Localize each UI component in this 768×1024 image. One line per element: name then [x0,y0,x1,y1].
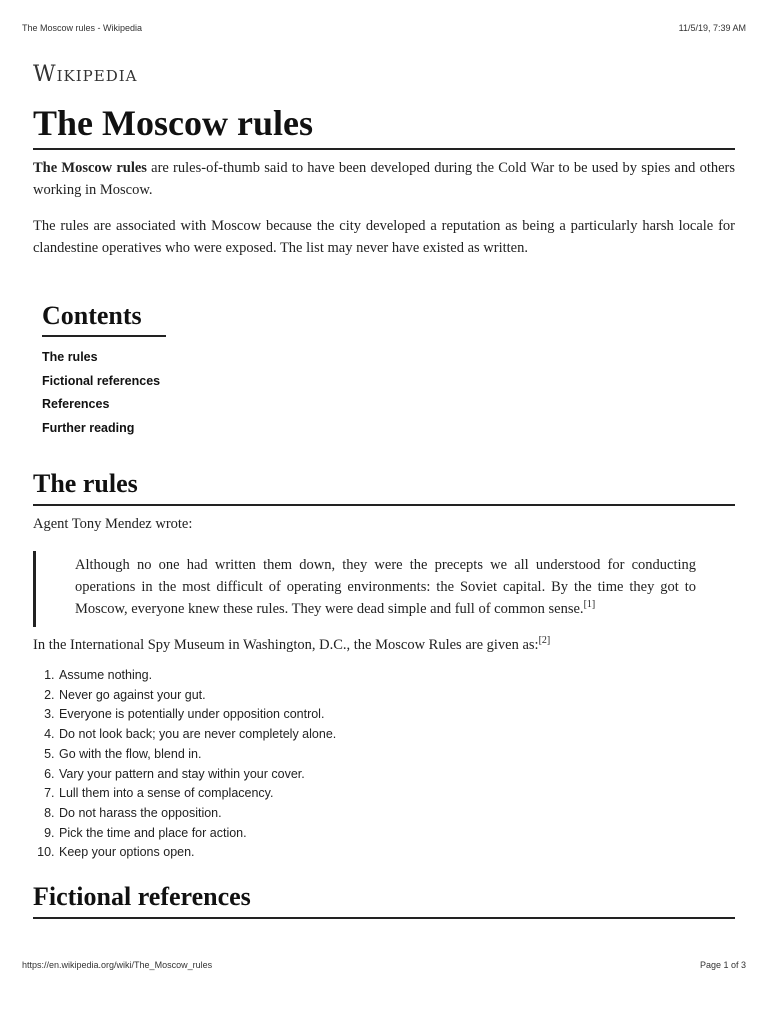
toc-item-further-reading[interactable]: Further reading [42,420,135,435]
rule-item: 10. Keep your options open. [58,843,735,863]
rule-item: 4. Do not look back; you are never completely alone. [58,725,735,745]
section-title-the-rules: The rules [33,468,735,506]
rule-item: 3. Everyone is potentially under opposition control. [58,705,735,725]
rule-item: 9. Pick the time and place for action. [58,824,735,844]
quote-text: Although no one had written them down, they were the precepts we all understood for conducting operations in the most difficult of operating environments: the Soviet capital. By the time they got to Moscow, everyone knew these rules. They were dead simple and full of common sense. [75,557,696,617]
rule-item: 7. Lull them into a sense of complacency. [58,784,735,804]
intro-paragraph [33,157,735,201]
article [33,58,735,919]
intro-lead-rest: are rules-of-thumb said to have been developed during the Cold War to be used by spies and others working in Moscow. [33,160,736,198]
toc-list [42,346,735,440]
table-of-contents [42,301,735,440]
rule-item: 6. Vary your pattern and stay within your cover. [58,765,735,785]
print-footer-page-number: Page 1 of 3 [699,960,746,970]
section-title-fictional-references: Fictional references [33,881,735,919]
rule-item: 8. Do not harass the opposition. [58,804,735,824]
rule-item: 1. Assume nothing. [58,666,735,686]
toc-item-fictional-references[interactable]: Fictional references [42,373,161,388]
rule-item: 2. Never go against your gut. [58,686,735,706]
print-footer [22,960,746,970]
print-header [22,23,746,33]
print-footer-url: https://en.wikipedia.org/wiki/The_Moscow_rules [22,960,213,970]
print-header-title: The Moscow rules - Wikipedia [22,23,143,33]
museum-text: In the International Spy Museum in Washington, D.C., the Moscow Rules are given as: [33,637,539,653]
quote-paragraph [75,554,696,620]
citation-link-1[interactable]: [1] [583,599,596,611]
wikipedia-wordmark[interactable]: Wikipedia [33,62,138,87]
intro-paragraph-2: The rules are associated with Moscow because the city developed a reputation as being a particularly harsh locale for clandestine operatives who were exposed. The list may never have existed as written. [33,218,735,256]
page-title: The Moscow rules [33,103,735,150]
museum-paragraph [33,634,735,656]
attribution-text: Agent Tony Mendez wrote: [33,516,193,532]
intro-lead-bold: The Moscow rules [33,160,147,176]
toc-item-references[interactable]: References [42,397,110,411]
toc-item-the-rules[interactable]: The rules [42,350,98,364]
toc-title: Contents [42,301,166,337]
citation-link-2[interactable]: [2] [538,635,551,647]
moscow-rules-list [33,666,735,863]
rule-item: 5. Go with the flow, blend in. [58,745,735,765]
print-header-datetime: 11/5/19, 7:39 AM [678,23,746,33]
mendez-quote [33,551,735,627]
